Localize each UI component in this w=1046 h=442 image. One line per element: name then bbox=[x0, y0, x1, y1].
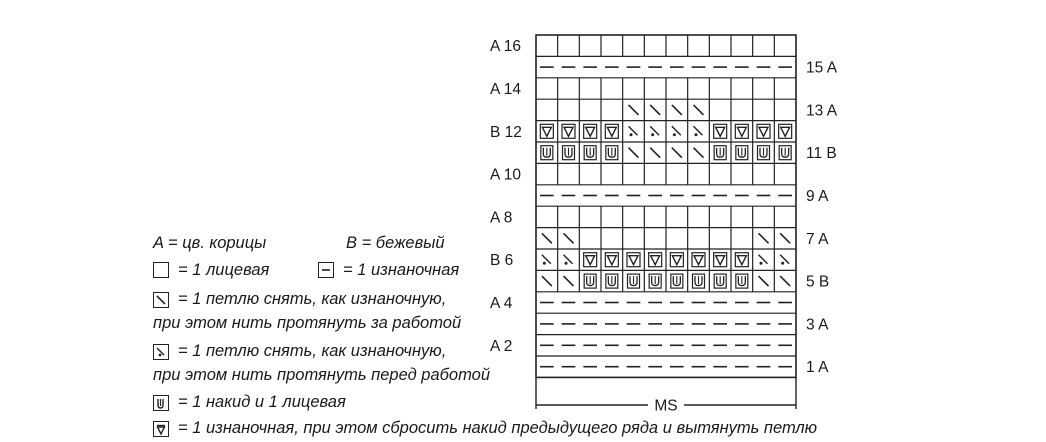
legend-slip-front-line2: при этом нить протянуть перед работой bbox=[153, 366, 491, 384]
legend-yo-knit: = 1 накид и 1 лицевая bbox=[178, 393, 346, 411]
purl-drop-stitch-icon bbox=[649, 253, 662, 267]
row-label-right: 13 A bbox=[806, 102, 838, 120]
legend-slip-front-line1: = 1 петлю снять, как изнаночную, bbox=[178, 342, 447, 360]
yarn-over-knit-stitch-icon bbox=[736, 274, 748, 288]
legend-purl: = 1 изнаночная bbox=[343, 261, 460, 279]
purl-drop-stitch-icon bbox=[584, 253, 597, 267]
yarn-over-knit-stitch-icon bbox=[606, 274, 618, 288]
slip-back-stitch-icon bbox=[759, 233, 769, 243]
yarn-over-knit-stitch-icon bbox=[671, 274, 683, 288]
purl-drop-stitch-icon bbox=[757, 124, 770, 138]
yarn-over-knit-stitch-icon bbox=[693, 274, 705, 288]
legend-slip-back-line2: при этом нить протянуть за работой bbox=[153, 314, 462, 332]
yarn-over-knit-stitch-icon bbox=[563, 146, 575, 160]
legend-purl-drop: = 1 изнаночная, при этом сбросить накид предыдущего ряда и вытянуть петлю bbox=[178, 419, 818, 437]
purl-drop-stitch-icon bbox=[627, 253, 640, 267]
slip-back-stitch-icon bbox=[759, 276, 769, 286]
slip-front-stitch-icon bbox=[542, 255, 551, 265]
yarn-over-knit-stitch-icon bbox=[649, 274, 661, 288]
slip-front-stitch-icon bbox=[629, 126, 638, 136]
slip-back-stitch-icon bbox=[780, 233, 790, 243]
purl-drop-stitch-icon bbox=[735, 124, 748, 138]
row-label-right: 7 A bbox=[806, 230, 829, 248]
slip-back-stitch-icon bbox=[542, 276, 552, 286]
slip-back-stitch-icon bbox=[672, 105, 682, 115]
row-label-left: B 6 bbox=[490, 252, 514, 270]
slip-back-stitch-icon bbox=[672, 148, 682, 158]
yarn-over-knit-stitch-icon bbox=[606, 146, 618, 160]
purl-drop-stitch-icon bbox=[779, 124, 792, 138]
purl-drop-stitch-icon bbox=[692, 253, 705, 267]
yarn-over-knit-symbol-icon bbox=[153, 395, 169, 411]
row-label-right: 3 A bbox=[806, 316, 829, 334]
row-label-left: A 14 bbox=[490, 81, 522, 98]
repeat-label: MS bbox=[654, 397, 678, 415]
purl-drop-stitch-icon bbox=[714, 253, 727, 267]
slip-back-symbol-icon bbox=[153, 292, 169, 308]
slip-back-stitch-icon bbox=[694, 105, 704, 115]
yarn-over-knit-stitch-icon bbox=[736, 146, 748, 160]
knit-symbol-icon bbox=[153, 262, 169, 278]
legend-color-b: B = бежевый bbox=[346, 234, 445, 252]
purl-symbol-icon bbox=[318, 262, 334, 278]
row-label-left: A 16 bbox=[490, 38, 522, 56]
slip-back-stitch-icon bbox=[564, 233, 574, 243]
yarn-over-knit-stitch-icon bbox=[714, 146, 726, 160]
purl-drop-stitch-icon bbox=[714, 124, 727, 138]
yarn-over-knit-stitch-icon bbox=[779, 146, 791, 160]
slip-back-stitch-icon bbox=[542, 233, 552, 243]
row-label-left: A 2 bbox=[490, 337, 513, 355]
purl-drop-stitch-icon bbox=[670, 253, 683, 267]
row-label-left: A 10 bbox=[490, 166, 522, 184]
row-label-right: 1 A bbox=[806, 359, 829, 377]
yarn-over-knit-stitch-icon bbox=[758, 146, 770, 160]
yarn-over-knit-stitch-icon bbox=[714, 274, 726, 288]
legend-knit: = 1 лицевая bbox=[178, 261, 270, 279]
purl-drop-stitch-icon bbox=[562, 124, 575, 138]
slip-back-stitch-icon bbox=[694, 148, 704, 158]
purl-drop-stitch-icon bbox=[540, 124, 553, 138]
row-label-right: 15 A bbox=[806, 59, 838, 77]
slip-back-stitch-icon bbox=[780, 276, 790, 286]
slip-front-stitch-icon bbox=[694, 126, 703, 136]
slip-back-stitch-icon bbox=[629, 148, 639, 158]
purl-drop-stitch-icon bbox=[605, 253, 618, 267]
slip-back-stitch-icon bbox=[650, 105, 660, 115]
yarn-over-knit-stitch-icon bbox=[628, 274, 640, 288]
slip-front-stitch-icon bbox=[780, 255, 789, 265]
slip-back-stitch-icon bbox=[650, 148, 660, 158]
slip-front-stitch-icon bbox=[759, 255, 768, 265]
purl-drop-stitch-icon bbox=[605, 124, 618, 138]
purl-drop-stitch-icon bbox=[735, 253, 748, 267]
row-label-right: 11 B bbox=[806, 145, 837, 163]
row-label-left: A 4 bbox=[490, 295, 513, 312]
purl-drop-symbol-icon bbox=[153, 421, 169, 437]
legend-color-a: A = цв. корицы bbox=[153, 234, 267, 252]
row-label-left: A 8 bbox=[490, 209, 513, 227]
purl-drop-stitch-icon bbox=[584, 124, 597, 138]
slip-back-stitch-icon bbox=[629, 105, 639, 115]
slip-front-stitch-icon bbox=[564, 255, 573, 265]
slip-front-stitch-icon bbox=[672, 126, 681, 136]
legend-slip-back-line1: = 1 петлю снять, как изнаночную, bbox=[178, 290, 447, 308]
slip-front-symbol-icon bbox=[153, 344, 169, 360]
row-label-right: 5 B bbox=[806, 273, 830, 291]
yarn-over-knit-stitch-icon bbox=[584, 146, 596, 160]
row-label-right: 9 A bbox=[806, 188, 829, 205]
yarn-over-knit-stitch-icon bbox=[541, 146, 553, 160]
slip-front-stitch-icon bbox=[650, 126, 659, 136]
yarn-over-knit-stitch-icon bbox=[584, 274, 596, 288]
row-label-left: B 12 bbox=[490, 123, 522, 141]
slip-back-stitch-icon bbox=[564, 276, 574, 286]
